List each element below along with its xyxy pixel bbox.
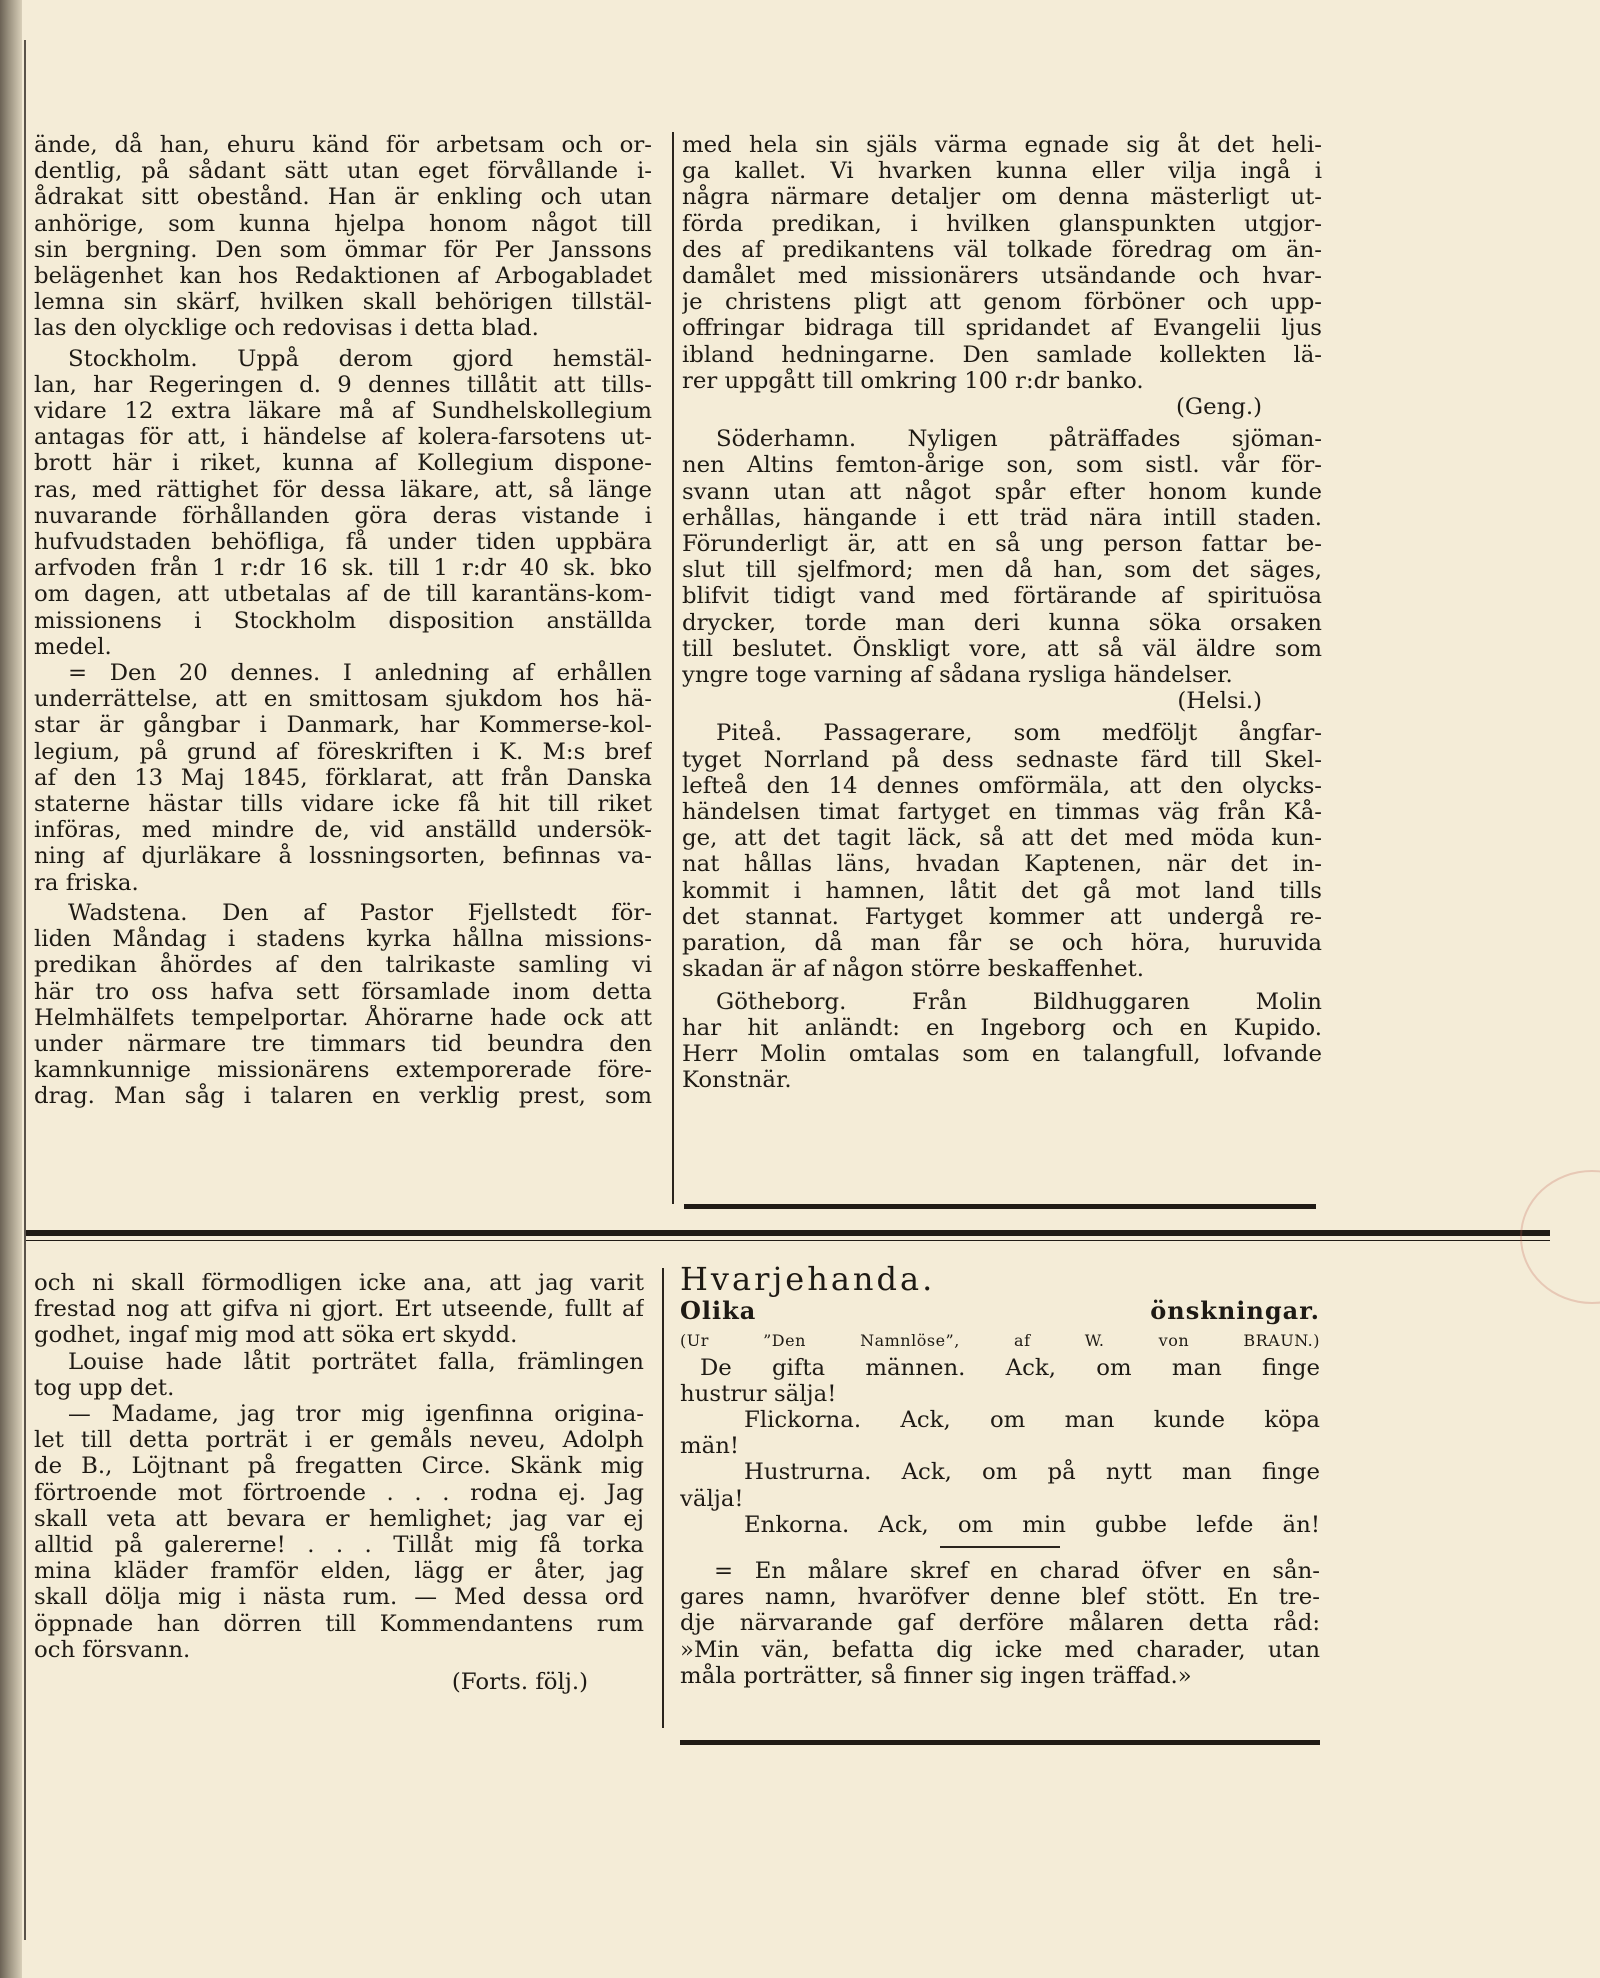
text-line: några närmare detaljer om denna mästerligt ut-: [682, 184, 1322, 211]
text-line: damålet med missionärers utsändande och hvar-: [682, 263, 1322, 290]
top-right-column: [682, 132, 1322, 1093]
text-line: godhet, ingaf mig mod att söka ert skydd.: [34, 1322, 518, 1349]
text-line: paration, då man får se och höra, huruvida: [682, 930, 1322, 957]
text-line: blifvit tidigt vand med förtärande af spirituösa: [682, 583, 1322, 610]
text-line: Söderhamn. Nyligen påträffades sjöman-: [716, 426, 1322, 453]
section-subheading: Olika önskningar.: [680, 1296, 1320, 1326]
text-line: ge, att det tagit läck, så att det med möda kun-: [682, 825, 1322, 852]
bottom-right-column: [680, 1260, 1320, 1689]
section-divider-right: [684, 1204, 1316, 1209]
continued-note: (Forts. följ.): [451, 1669, 588, 1696]
text-line: alltid på galererne! . . . Tillåt mig få torka: [34, 1532, 644, 1559]
text-line: rer uppgått till omkring 100 r:dr banko.: [682, 367, 1144, 394]
text-line: medel.: [34, 633, 112, 660]
text-line: nuvarande förhållanden göra deras vistande i: [34, 502, 652, 529]
text-line: missionens i Stockholm disposition anställda: [34, 607, 652, 634]
text-line: skadan är af någon större beskaffenhet.: [682, 956, 1145, 983]
text-line: Herr Molin omtalas som en talangfull, lofvande: [682, 1040, 1322, 1067]
text-line: liden Måndag i stadens kyrka hållna missions-: [34, 926, 652, 953]
text-line: ådrakat sitt obestånd. Han är enkling och utan: [34, 184, 652, 211]
text-line: belägenhet kan hos Redaktionen af Arbogabladet: [34, 263, 652, 290]
text-line: ände, då han, ehuru känd för arbetsam och or-: [34, 132, 652, 158]
text-line: star är gångbar i Danmark, har Kommerse-kol-: [34, 712, 652, 739]
verse-line: välja!: [680, 1485, 744, 1512]
page-divider: [26, 1230, 1550, 1236]
text-line: ibland hedningarne. Den samlade kollekten lä-: [682, 341, 1322, 368]
text-line: frestad nog att gifva ni gjort. Ert utseende, fullt af: [34, 1296, 644, 1323]
text-line: slut till sjelfmord; men då han, som det säges,: [682, 557, 1322, 584]
text-line: drag. Man såg i talaren en verklig prest, som: [34, 1083, 652, 1110]
text-line: je christens pligt att genom förböner och upp-: [682, 289, 1322, 316]
bottom-left-column: [34, 1270, 644, 1695]
text-line: predikan åhördes af den talrikaste samling vi: [34, 952, 652, 979]
text-line: staterne hästar tills vidare icke få hit till riket: [34, 791, 652, 818]
text-line: förda predikan, i hvilken glanspunkten utgjor-: [682, 210, 1322, 237]
page-divider-thin: [26, 1240, 1550, 1241]
text-line: skall veta att bevara er hemlighet; jag var ej: [34, 1505, 644, 1532]
text-line: mina kläder framför elden, lägg er åter, jag: [34, 1558, 644, 1585]
text-line: dentlig, på sådant sätt utan eget förvållande i-: [34, 158, 652, 185]
text-line: har hit anländt: en Ingeborg och en Kupido.: [682, 1014, 1322, 1041]
text-line: yngre toge varning af sådana rysliga händelser.: [682, 662, 1233, 689]
text-line: Louise hade låtit porträtet falla, främlingen: [68, 1348, 644, 1375]
verse-line: De gifta männen. Ack, om man finge: [700, 1354, 1320, 1381]
short-divider: [940, 1546, 1060, 1548]
text-line: Wadstena. Den af Pastor Fjellstedt för-: [68, 899, 652, 926]
text-line: med hela sin själs värma egnade sig åt det heli-: [682, 132, 1322, 158]
text-line: nat hållas läns, hvadan Kaptenen, när det in-: [682, 851, 1322, 878]
text-line: ga kallet. Vi hvarken kunna eller vilja ingå i: [682, 158, 1322, 185]
text-line: skall dölja mig i nästa rum. — Med dessa ord: [34, 1584, 644, 1611]
column-divider-bottom: [662, 1268, 664, 1728]
verse-line: Flickorna. Ack, om man kunde köpa: [744, 1407, 1320, 1434]
text-line: ning af djurläkare å lossningsorten, befinnas va-: [34, 843, 652, 870]
verse-line: män!: [680, 1433, 740, 1460]
text-line: af den 13 Maj 1845, förklarat, att från Danska: [34, 764, 652, 791]
text-line: införas, med mindre de, vid anställd undersök-: [34, 817, 652, 844]
text-line: svann utan att något spår efter honom kunde: [682, 478, 1322, 505]
text-line: sin bergning. Den som ömmar för Per Janssons: [34, 236, 652, 263]
text-line: arfvoden från 1 r:dr 16 sk. till 1 r:dr 40 sk. bko: [34, 555, 652, 582]
text-line: Förunderligt är, att en så ung person fattar be-: [682, 531, 1322, 558]
text-line: legium, på grund af föreskriften i K. M:s bref: [34, 738, 652, 765]
text-line: des af predikantens väl tolkade föredrag om än-: [682, 236, 1322, 263]
text-line: = Den 20 dennes. I anledning af erhållen: [68, 660, 652, 687]
text-line: tyget Norrland på dess sednaste färd till Skel-: [682, 746, 1322, 773]
section-end-rule: [680, 1740, 1320, 1745]
text-line: antagas för att, i händelse af kolera-farsotens ut-: [34, 424, 652, 451]
text-line: till beslutet. Önskligt vore, att så väl äldre som: [682, 635, 1322, 662]
verse-line: Enkorna. Ack, om min gubbe lefde än!: [744, 1511, 1320, 1538]
top-left-column: [34, 132, 652, 1110]
text-line: — Madame, jag tror mig igenfinna origina-: [68, 1401, 644, 1428]
text-line: let till detta porträt i er gemåls neveu, Adolph: [34, 1427, 644, 1454]
text-line: Konstnär.: [682, 1067, 792, 1094]
text-line: Götheborg. Från Bildhuggaren Molin: [716, 988, 1322, 1015]
text-line: måla porträtter, så finner sig ingen träffad.»: [680, 1662, 1192, 1689]
text-line: drycker, torde man deri kunna söka orsaken: [682, 609, 1322, 636]
text-line: Piteå. Passagerare, som medföljt ångfar-: [716, 720, 1322, 747]
text-line: underrättelse, att en smittosam sjukdom hos hä-: [34, 686, 652, 713]
section-source: (Ur ”Den Namnlöse”, af W. von BRAUN.): [680, 1331, 1320, 1351]
verse-line: hustrur sälja!: [680, 1380, 837, 1407]
text-line: dje närvarande gaf derföre målaren detta råd:: [680, 1610, 1320, 1637]
book-spine-shadow: [0, 0, 22, 1978]
text-line: Helmhälfets tempelportar. Åhörarne hade ock att: [34, 1004, 652, 1031]
text-line: lan, har Regeringen d. 9 dennes tillåtit att tills-: [34, 371, 652, 398]
text-line: nen Altins femton-årige son, som sistl. vår för-: [682, 452, 1322, 479]
column-divider: [672, 132, 674, 1204]
text-line: de B., Löjtnant på fregatten Circe. Skänk mig: [34, 1453, 644, 1480]
text-line: öppnade han dörren till Kommendantens rum: [34, 1610, 644, 1637]
gutter-line: [24, 40, 26, 1940]
source-credit: (Geng.): [1175, 394, 1262, 421]
text-line: ra friska.: [34, 869, 139, 896]
text-line: lemna sin skärf, hvilken skall behörigen tillstäl-: [34, 289, 652, 316]
text-line: kommit i hamnen, låtit det gå mot land tills: [682, 877, 1322, 904]
text-line: kamnkunnige missionärens extemporerade före-: [34, 1057, 652, 1084]
text-line: erhållas, hängande i ett träd nära intill staden.: [682, 504, 1322, 531]
text-line: anhörige, som kunna hjelpa honom något till: [34, 210, 652, 237]
text-line: och ni skall förmodligen icke ana, att jag varit: [34, 1270, 644, 1296]
text-line: och försvann.: [34, 1636, 191, 1663]
text-line: under närmare tre timmars tid beundra den: [34, 1030, 652, 1057]
text-line: händelsen timat fartyget en timmas väg från Kå-: [682, 799, 1322, 826]
text-line: tog upp det.: [34, 1374, 175, 1401]
text-line: las den olycklige och redovisas i detta blad.: [34, 315, 539, 342]
text-line: Stockholm. Uppå derom gjord hemstäl-: [68, 345, 652, 372]
text-line: lefteå den 14 dennes omförmäla, att den olycks-: [682, 772, 1322, 799]
text-line: »Min vän, befatta dig icke med charader, utan: [680, 1636, 1320, 1663]
text-line: offringar bidraga till spridandet af Evangelii ljus: [682, 315, 1322, 342]
text-line: = En målare skref en charad öfver en sån-: [714, 1558, 1320, 1585]
text-line: det stannat. Fartyget kommer att undergå re-: [682, 903, 1322, 930]
source-credit: (Helsi.): [1177, 688, 1262, 715]
text-line: här tro oss hafva sett församlade inom detta: [34, 978, 652, 1005]
text-line: förtroende mot förtroende . . . rodna ej. Jag: [34, 1479, 644, 1506]
text-line: brott här i riket, kunna af Kollegium dispone-: [34, 450, 652, 477]
text-line: om dagen, att utbetalas af de till karantäns-kom-: [34, 581, 652, 608]
section-heading: Hvarjehanda.: [680, 1260, 936, 1298]
text-line: hufvudstaden behöfliga, få under tiden uppbära: [34, 529, 652, 556]
text-line: gares namn, hvaröfver denne blef stött. En tre-: [680, 1584, 1320, 1611]
verse-line: Hustrurna. Ack, om på nytt man finge: [744, 1459, 1320, 1486]
text-line: ras, med rättighet för dessa läkare, att, så länge: [34, 476, 652, 503]
text-line: vidare 12 extra läkare må af Sundhelskollegium: [34, 398, 652, 425]
